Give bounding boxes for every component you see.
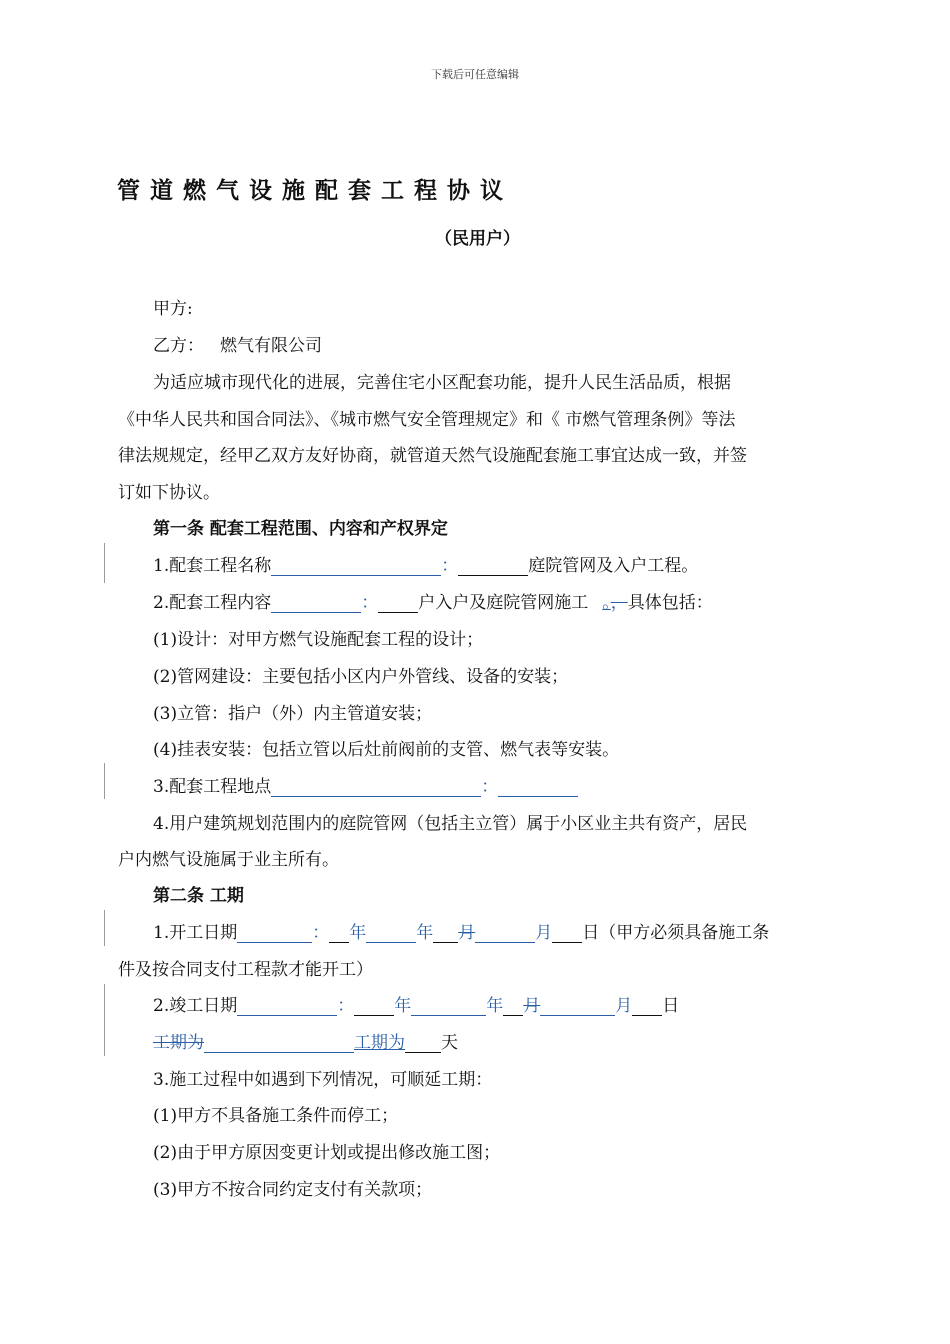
end-day-field[interactable]: [632, 997, 662, 1016]
start-year-field[interactable]: [329, 924, 349, 943]
article-2-heading: 第二条 工期: [153, 886, 244, 906]
content-blank-field-2[interactable]: [378, 594, 418, 613]
revision-bar: [104, 910, 105, 946]
end-day-label: 日: [662, 996, 680, 1016]
end-year-label-rev: 年: [394, 996, 412, 1016]
article-1-sub-2: (2)管网建设：主要包括小区内户外管线、设备的安装；: [153, 667, 569, 687]
start-month-blank[interactable]: [475, 924, 535, 943]
article-2-start-date: [153, 923, 769, 943]
article-2-start-line-2: 件及按合同支付工程款才能开工）: [118, 960, 373, 980]
period-days-field[interactable]: [405, 1034, 441, 1053]
end-month-deleted: 月: [523, 996, 541, 1016]
page-header: 下载后可任意编辑: [431, 68, 519, 81]
article-2-sub-3: (3)甲方不按合同约定支付有关款项；: [153, 1180, 433, 1200]
article-2-sub-1: (1)甲方不具备施工条件而停工；: [153, 1106, 399, 1126]
name-blank-field[interactable]: [271, 557, 441, 576]
location-blank-field[interactable]: [271, 778, 481, 797]
intro-line-2: 《中华人民共和国合同法》、《城市燃气安全管理规定》和《 市燃气管理条例》等法: [118, 410, 736, 430]
item-2-deleted: ，: [610, 593, 628, 613]
end-year-field[interactable]: [354, 997, 394, 1016]
end-date-blank[interactable]: [237, 997, 337, 1016]
item-1-label: 1.配套工程名称: [153, 556, 272, 576]
party-a: 甲方:: [153, 299, 193, 319]
start-date-label: 1.开工日期: [153, 923, 238, 943]
revision-bar: [104, 984, 105, 1056]
item-2-suffix: 具体包括：: [627, 593, 713, 613]
item-2-mid: 户入户及庭院管网施工: [418, 593, 589, 613]
start-month-field[interactable]: [433, 924, 458, 943]
end-month-blank[interactable]: [540, 997, 615, 1016]
item-1-colon: ：: [441, 556, 459, 576]
period-label-deleted: 工期为: [153, 1033, 204, 1053]
end-month-label: 月: [615, 996, 633, 1016]
start-date-blank[interactable]: [237, 924, 312, 943]
article-2-sub-2: (2)由于甲方原因变更计划或提出修改施工图；: [153, 1143, 501, 1163]
content-blank-field[interactable]: [271, 594, 361, 613]
revision-bar: [104, 763, 105, 799]
name-blank-field-2[interactable]: [458, 557, 528, 576]
revision-bar: [104, 543, 105, 583]
period-label: 工期为: [354, 1033, 405, 1053]
intro-line-4: 订如下协议。: [118, 483, 220, 503]
start-month-label: 月: [535, 923, 553, 943]
intro-line-3: 律法规规定，经甲乙双方友好协商，就管道天然气设施配套施工事宜达成一致，并签: [118, 446, 747, 466]
start-year-label-rev: 年: [349, 923, 367, 943]
end-date-label: 2.竣工日期: [153, 996, 238, 1016]
article-1-sub-1: (1)设计：对甲方燃气设施配套工程的设计；: [153, 630, 484, 650]
article-1-item-4-line-2: 户内燃气设施属于业主所有。: [118, 850, 339, 870]
party-b-label: 乙方：: [153, 336, 204, 356]
end-year-label: 年: [486, 996, 504, 1016]
end-date-colon: ：: [337, 996, 355, 1016]
article-2-period: [153, 1033, 458, 1053]
period-unit: 天: [441, 1033, 458, 1053]
article-1-item-2: [153, 593, 713, 613]
article-1-sub-3: (3)立管：指户（外）内主管道安装；: [153, 704, 433, 724]
article-2-item-3: 3.施工过程中如遇到下列情况，可顺延工期：: [153, 1070, 493, 1090]
item-2-colon: ：: [361, 593, 379, 613]
document-title: 管道燃气设施配套工程协议: [117, 178, 513, 204]
article-1-sub-4: (4)挂表安装：包括立管以后灶前阀前的支管、燃气表等安装。: [153, 740, 620, 760]
article-2-end-date: [153, 996, 679, 1016]
item-1-suffix: 庭院管网及入户工程。: [528, 556, 699, 576]
end-year-blank[interactable]: [411, 997, 486, 1016]
article-1-item-3: [153, 777, 578, 797]
article-1-item-1: [153, 556, 698, 576]
item-3-label: 3.配套工程地点: [153, 777, 272, 797]
item-3-colon: ：: [481, 777, 499, 797]
location-blank-field-2[interactable]: [498, 778, 578, 797]
party-b: [153, 336, 322, 356]
article-1-heading: 第一条 配套工程范围、内容和产权界定: [153, 519, 448, 539]
article-1-item-4-line-1: 4.用户建筑规划范围内的庭院管网（包括主立管）属于小区业主共有资产，居民: [153, 814, 748, 834]
start-month-deleted: 月: [458, 923, 476, 943]
item-2-label: 2.配套工程内容: [153, 593, 272, 613]
start-year-blank[interactable]: [366, 924, 416, 943]
end-month-field[interactable]: [503, 997, 523, 1016]
start-year-label: 年: [416, 923, 434, 943]
document-subtitle: （民用户）: [435, 229, 520, 249]
party-b-name: 燃气有限公司: [220, 336, 322, 356]
item-2-mark: 。: [602, 593, 611, 613]
start-day-suffix: 日（甲方必须具备施工条: [582, 923, 770, 943]
intro-line-1: 为适应城市现代化的进展，完善住宅小区配套功能，提升人民生活品质，根据: [153, 373, 731, 393]
start-date-colon: ：: [312, 923, 330, 943]
period-blank[interactable]: [204, 1034, 354, 1053]
start-day-field[interactable]: [552, 924, 582, 943]
